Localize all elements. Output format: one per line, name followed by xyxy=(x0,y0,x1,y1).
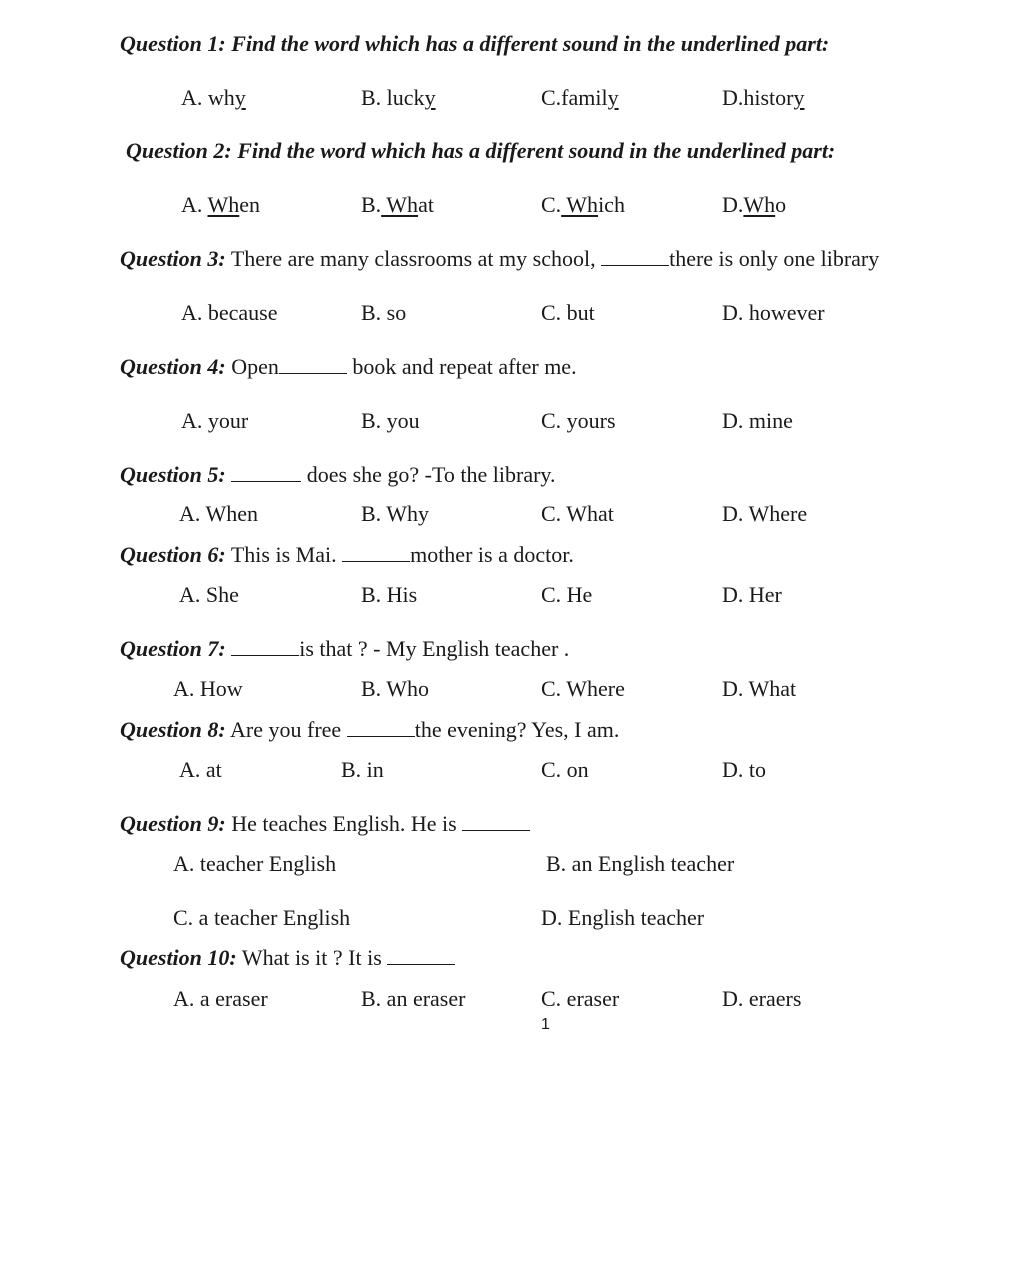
question-6-text-before: This is Mai. xyxy=(225,542,343,567)
question-8-label: Question 8: xyxy=(120,717,226,742)
question-4 xyxy=(120,356,577,378)
question-6-label: Question 6: xyxy=(120,542,226,567)
question-3 xyxy=(120,248,879,270)
question-8 xyxy=(120,719,619,741)
q10-option-a: A. a eraser xyxy=(173,986,268,1011)
question-3-text-before: There are many classrooms at my school, xyxy=(225,246,602,271)
q1-option-b: B. lucky xyxy=(361,85,436,110)
question-5-text-after: does she go? -To the library. xyxy=(301,462,556,487)
q9-option-c: C. a teacher English xyxy=(173,905,351,930)
q6-option-c: C. He xyxy=(541,582,593,607)
question-1-prompt: Find the word which has a different sound in the underlined part: xyxy=(225,31,830,56)
q1-option-a: A. why xyxy=(181,85,246,110)
question-6-text-after: mother is a doctor. xyxy=(410,542,574,567)
q7-option-b: B. Who xyxy=(361,676,430,701)
q5-option-c: C. What xyxy=(541,501,614,526)
q7-option-d: D. What xyxy=(722,676,797,701)
q8-option-c: C. on xyxy=(541,757,589,782)
q5-option-a: A. When xyxy=(179,501,259,526)
q2-option-b: B. What xyxy=(361,192,434,217)
question-5-blank xyxy=(231,467,301,482)
q1-option-d: D.history xyxy=(722,85,805,110)
q7-option-c: C. Where xyxy=(541,676,625,701)
q4-option-c: C. yours xyxy=(541,408,616,433)
q9-option-a: A. teacher English xyxy=(173,851,337,876)
q10-option-d: D. eraers xyxy=(722,986,802,1011)
q7-option-a: A. How xyxy=(173,676,243,701)
question-9-blank xyxy=(462,816,530,831)
q5-option-d: D. Where xyxy=(722,501,808,526)
question-9-text-before: He teaches English. He is xyxy=(225,811,463,836)
q8-option-a: A. at xyxy=(179,757,222,782)
q8-option-b: B. in xyxy=(341,757,384,782)
q10-option-c: C. eraser xyxy=(541,986,620,1011)
question-8-text-before: Are you free xyxy=(225,717,347,742)
q4-option-a: A. your xyxy=(181,408,249,433)
q3-option-b: B. so xyxy=(361,300,407,325)
q5-option-b: B. Why xyxy=(361,501,430,526)
q2-option-a: A. When xyxy=(181,192,261,217)
question-4-text-before: Open xyxy=(225,354,279,379)
question-8-blank xyxy=(347,722,415,737)
q3-option-a: A. because xyxy=(181,300,278,325)
q8-option-d: D. to xyxy=(722,757,766,782)
q2-option-d: D.Who xyxy=(722,192,787,217)
q9-option-d: D. English teacher xyxy=(541,905,705,930)
question-7-label: Question 7: xyxy=(120,636,226,661)
page-number: 1 xyxy=(541,1016,550,1033)
question-8-text-after: the evening? Yes, I am. xyxy=(414,717,620,742)
question-5 xyxy=(120,464,556,486)
question-1 xyxy=(120,33,829,55)
question-2 xyxy=(126,140,835,162)
q6-option-a: A. She xyxy=(179,582,239,607)
question-6-blank xyxy=(342,547,410,562)
q3-option-d: D. however xyxy=(722,300,825,325)
question-1-label: Question 1: xyxy=(120,31,226,56)
question-10-text-before: What is it ? It is xyxy=(236,945,388,970)
question-2-prompt: Find the word which has a different sound in the underlined part: xyxy=(231,138,836,163)
q6-option-d: D. Her xyxy=(722,582,782,607)
q4-option-d: D. mine xyxy=(722,408,793,433)
q9-option-b: B. an English teacher xyxy=(546,851,735,876)
q3-option-c: C. but xyxy=(541,300,595,325)
question-10-blank xyxy=(387,950,455,965)
question-4-text-after: book and repeat after me. xyxy=(346,354,577,379)
question-6 xyxy=(120,544,574,566)
q1-option-c: C.family xyxy=(541,85,619,110)
question-4-label: Question 4: xyxy=(120,354,226,379)
question-7-text-after: is that ? - My English teacher . xyxy=(299,636,570,661)
q6-option-b: B. His xyxy=(361,582,418,607)
question-9-label: Question 9: xyxy=(120,811,226,836)
question-10-label: Question 10: xyxy=(120,945,237,970)
question-2-label: Question 2: xyxy=(126,138,232,163)
question-7 xyxy=(120,638,569,660)
q4-option-b: B. you xyxy=(361,408,420,433)
question-9 xyxy=(120,813,530,835)
question-3-text-after: there is only one library xyxy=(669,246,880,271)
question-3-label: Question 3: xyxy=(120,246,226,271)
question-5-label: Question 5: xyxy=(120,462,226,487)
q2-option-c: C. Which xyxy=(541,192,625,217)
question-7-blank xyxy=(231,641,299,656)
question-3-blank xyxy=(601,251,669,266)
question-10 xyxy=(120,947,455,969)
question-4-blank xyxy=(279,359,347,374)
q10-option-b: B. an eraser xyxy=(361,986,466,1011)
